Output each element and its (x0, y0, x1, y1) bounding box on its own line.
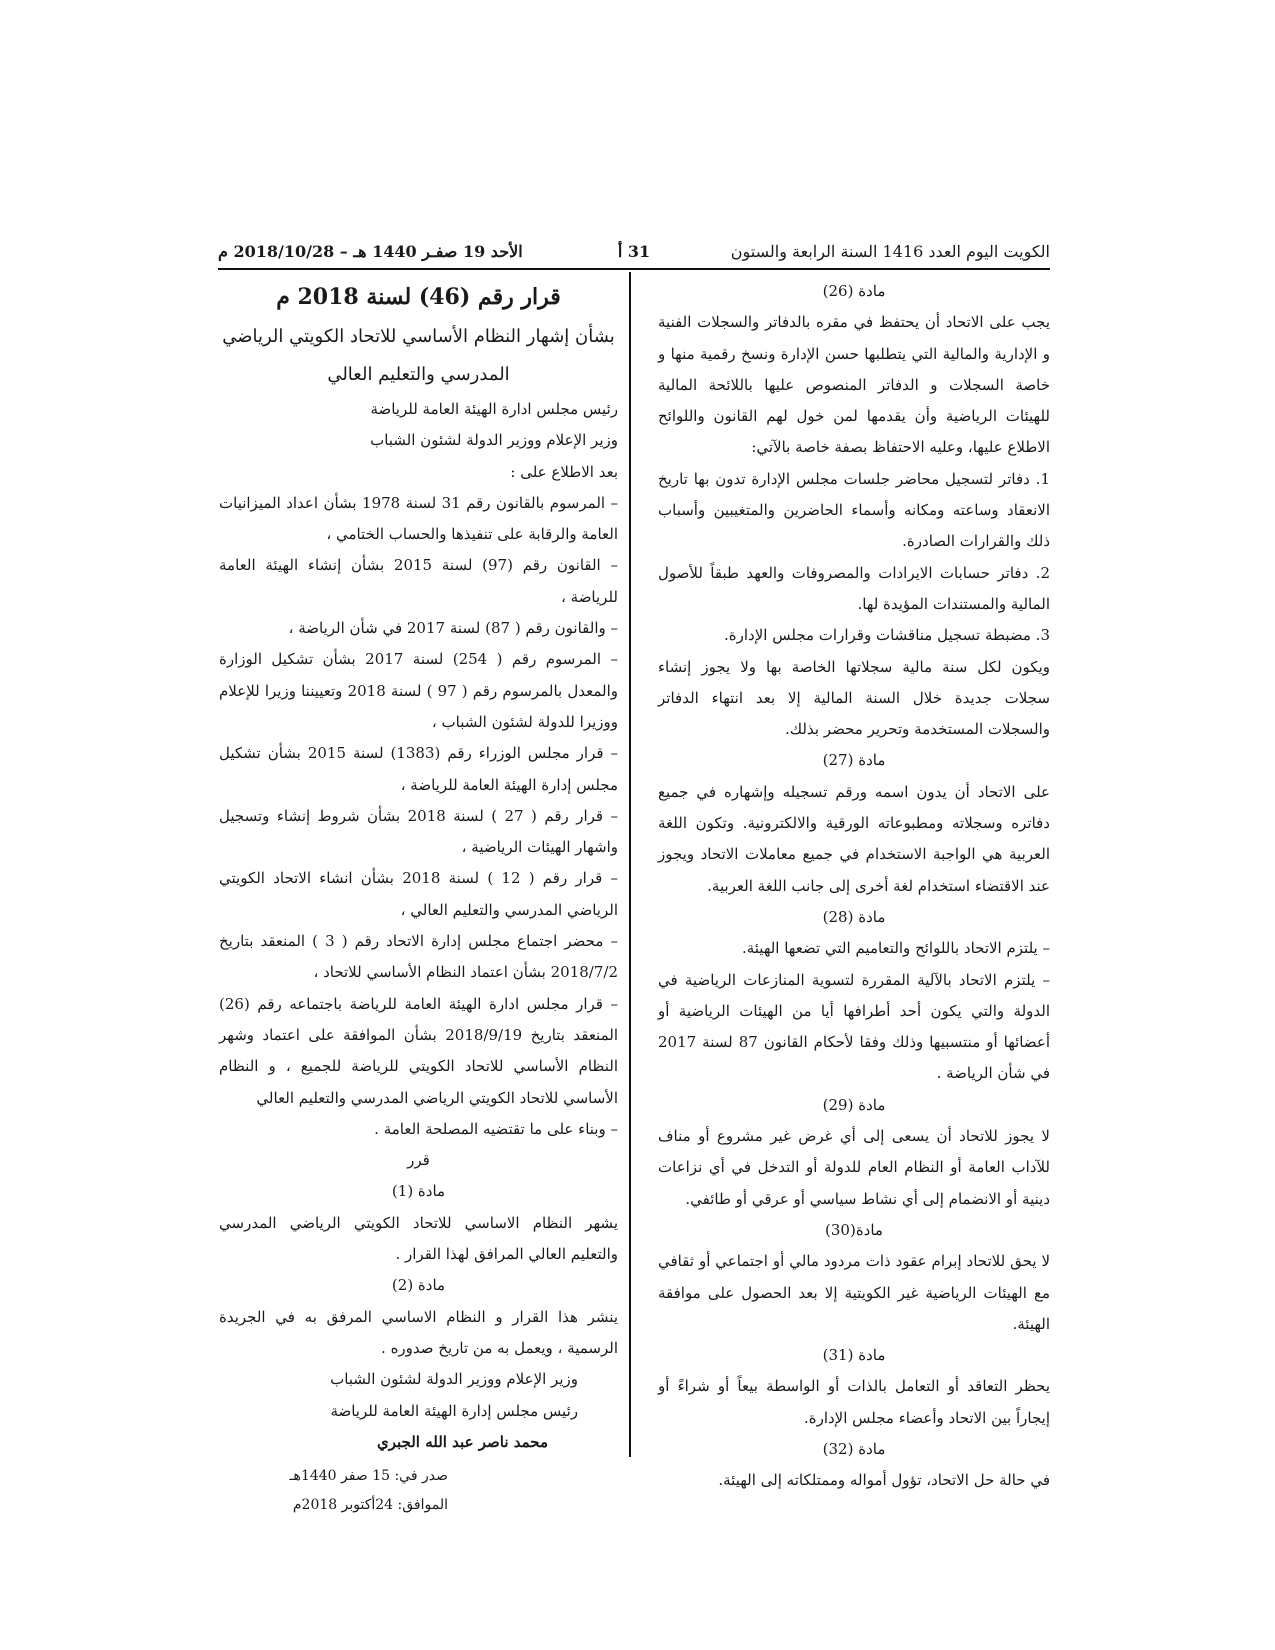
reference-item: – قرار رقم ( 27 ) لسنة 2018 بشأن شروط إنشاء وتسجيل واشهار الهيئات الرياضية ، (219, 806, 618, 857)
reference-item: – المرسوم بالقانون رقم 31 لسنة 1978 بشأن اعداد الميزانيات العامة والرقابة على تنفيذها والحساب الختامي ، (219, 493, 618, 544)
article-paragraph: ينشر هذا القرار و النظام الاساسي المرفق به في الجريدة الرسمية ، ويعمل به من تاريخ صدوره . (219, 1307, 618, 1357)
article-paragraph: – يلتزم الاتحاد باللوائح والتعاميم التي تضعها الهيئة. (741, 939, 1050, 958)
article-paragraph: يشهر النظام الاساسي للاتحاد الكويتي الرياضي المدرسي والتعليم العالي المرافق لهذا القرار . (219, 1213, 618, 1264)
article-heading: مادة (1) (391, 1182, 446, 1201)
article-heading: مادة (31) (822, 1346, 886, 1365)
signatory-name: محمد ناصر عبد الله الجبري (377, 1432, 548, 1451)
article-paragraph: في حالة حل الاتحاد، تؤول أمواله وممتلكاته إلى الهيئة. (718, 1471, 1050, 1490)
article-paragraph: لا يحق للاتحاد إبرام عقود ذات مردود مالي أو اجتماعي أو ثقافي مع الهيئات الرياضية غير الكويتية إلا بعد الحصول على موافقة الهيئة. (658, 1252, 1050, 1333)
article-heading: مادة (27) (822, 751, 886, 770)
reference-item: – المرسوم رقم ( 254) لسنة 2017 بشأن تشكيل الوزارة والمعدل بالمرسوم رقم ( 97 ) لسنة 2018 وتعييننا وزيرا للإعلام ووزيرا للدولة لشئون الشباب ، (219, 650, 618, 731)
signatory-title: وزير الإعلام ووزير الدولة لشئون الشباب (330, 1370, 578, 1389)
page-number: 31 أ (617, 242, 651, 261)
reference-item: – قرار مجلس الوزراء رقم (1383) لسنة 2015 بشأن تشكيل مجلس إدارة الهيئة العامة للرياضة ، (219, 744, 619, 794)
article-heading: مادة (26) (822, 282, 886, 300)
article-heading: مادة (2) (391, 1276, 446, 1295)
decision-heading: قرر (407, 1151, 430, 1170)
reference-item: – محضر اجتماع مجلس إدارة الاتحاد رقم ( 3 ) المنعقد بتاريخ 2018/7/2 بشأن اعتماد النظام الأساسي للاتحاد ، (219, 932, 618, 982)
hijri-issue-date: صدر في: 15 صفر 1440هـ (289, 1468, 448, 1485)
article-paragraph: على الاتحاد أن يدون اسمه ورقم تسجيله وإشهاره في جميع دفاتره وسجلاته ومطبوعاته الورقية والالكترونية. وتكون اللغة العربية هي الواجبة الاستخدام في جميع معاملات الاتحاد ويجوز عند الاقتضاء استخدام لغة أخرى إلى جانب اللغة العربية. (658, 782, 1050, 895)
article-heading: مادة (29) (822, 1095, 886, 1114)
left-column (219, 276, 618, 1520)
issue-dates (219, 1462, 618, 1520)
article-paragraph: يحظر التعاقد أو التعامل بالذات أو الواسطة بيعاً أو شراءً أو إيجاراً بين الاتحاد وأعضاء مجلس الإدارة. (658, 1377, 1050, 1427)
preamble-line: وزير الإعلام ووزير الدولة لشئون الشباب (370, 431, 618, 450)
page-header (218, 238, 1050, 270)
reference-item: – القانون رقم (97) لسنة 2015 بشأن إنشاء الهيئة العامة للرياضة ، (219, 556, 618, 606)
issue-date: الأحد 19 صفـر 1440 هـ – 2018/10/28 م (218, 242, 523, 261)
article-paragraph: لا يجوز للاتحاد أن يسعى إلى أي غرض غير مشروع أو مناف للآداب العامة أو النظام العام للدولة أو التدخل في أي نزاعات دينية أو الانضمام إلى أي نشاط سياسي أو عرقي أو طائفي. (658, 1127, 1050, 1208)
article-heading: مادة (32) (822, 1439, 886, 1458)
reference-item: – والقانون رقم ( 87) لسنة 2017 في شأن الرياضة ، (288, 619, 618, 638)
article-paragraph: 3. مضبطة تسجيل مناقشات وقرارات مجلس الإدارة. (724, 626, 1050, 645)
article-heading: مادة (28) (822, 907, 886, 926)
decision-title: قرار رقم (46) لسنة 2018 م (276, 284, 561, 310)
reference-item: – وبناء على ما تقتضيه المصلحة العامة . (374, 1119, 618, 1138)
article-heading: مادة(30) (825, 1220, 883, 1239)
preamble-line: رئيس مجلس ادارة الهيئة العامة للرياضة (370, 400, 618, 418)
signatory-title: رئيس مجلس إدارة الهيئة العامة للرياضة (330, 1401, 578, 1420)
article-paragraph: 1. دفاتر لتسجيل محاضر جلسات مجلس الإدارة تدون بها تاريخ الانعقاد وساعته ومكانه وأسماء الحاضرين والمتغيبين وأسباب ذلك والقرارات الصادرة. (658, 469, 1050, 551)
article-paragraph: 2. دفاتر حسابات الايرادات والمصروفات والعهد طبقاً للأصول المالية والمستندات المؤيدة لها. (658, 563, 1050, 613)
gregorian-issue-date: الموافق: 24أكتوبر 2018م (292, 1497, 448, 1514)
decision-subtitle: بشأن إشهار النظام الأساسي للاتحاد الكويتي الرياضي المدرسي والتعليم العالي (222, 326, 615, 385)
gazette-issue-info: الكويت اليوم العدد 1416 السنة الرابعة والستون (730, 242, 1050, 261)
article-paragraph: ويكون لكل سنة مالية سجلاتها الخاصة بها ولا يجوز إنشاء سجلات جديدة خلال السنة المالية إلا بعد انتهاء الدفاتر والسجلات المستخدمة وتحرير محضر بذلك. (658, 657, 1050, 739)
preamble-line: بعد الاطلاع على : (510, 462, 618, 481)
right-column (658, 276, 1050, 1497)
article-paragraph: – يلتزم الاتحاد بالآلية المقررة لتسوية المنازعات الرياضية في الدولة والتي يكون أحد أطرافها أيا من الهيئات الرياضية أو أعضائها أو منتسبيها وذلك وفقا لأحكام القانون 87 لسنة 2017 في شأن الرياضة . (658, 970, 1050, 1083)
reference-item: – قرار مجلس ادارة الهيئة العامة للرياضة باجتماعه رقم (26) المنعقد بتاريخ 2018/9/19 بشأن الموافقة على اعتماد وشهر النظام الأساسي للاتحاد الكويتي للرياضة للجميع ، و النظام الأساسي للاتحاد الكويتي الرياضي المدرسي والتعليم العالي (219, 994, 618, 1107)
article-paragraph: يجب على الاتحاد أن يحتفظ في مقره بالدفاتر والسجلات الفنية و الإدارية والمالية التي يتطلبها حسن الإدارة ونسخ رقمية منها و خاصة السجلات و الدفاتر المنصوص عليها باللائحة المالية للهيئات الرياضية وأن يقدمها لمن خول لهم القانون واللوائح الاطلاع عليها، وعليه الاحتفاظ بصفة خاصة بالآتي: (658, 313, 1050, 457)
reference-item: – قرار رقم ( 12 ) لسنة 2018 بشأن انشاء الاتحاد الكويتي الرياضي المدرسي والتعليم العالي ، (219, 869, 619, 919)
column-divider (629, 272, 631, 1457)
